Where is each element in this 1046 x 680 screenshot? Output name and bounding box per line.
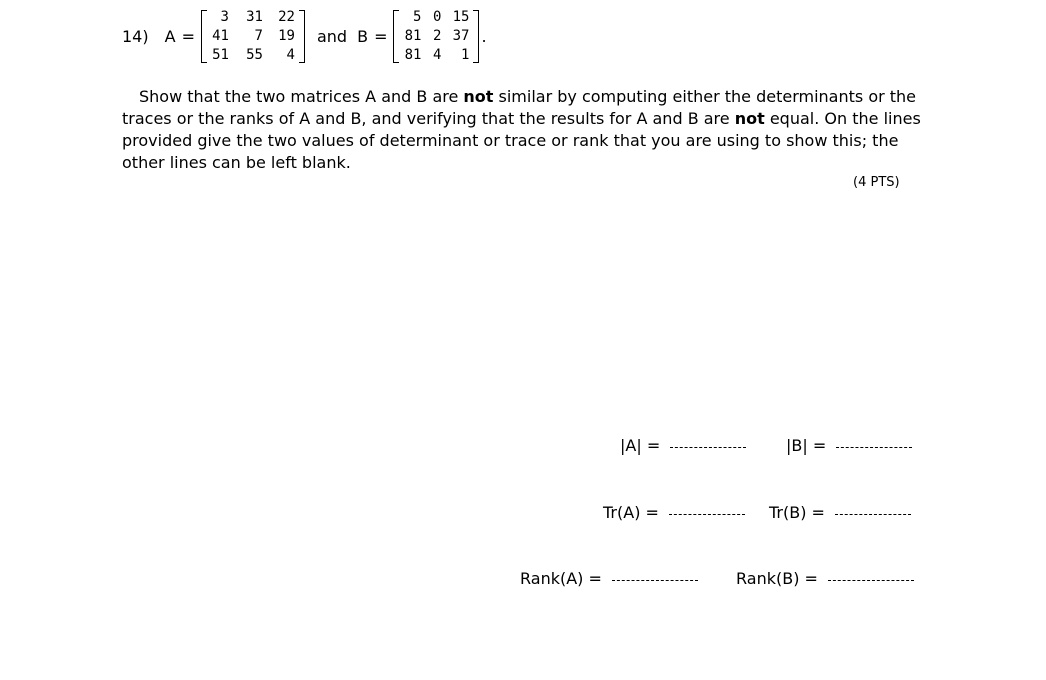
matrix-cell: 51 [212,46,229,63]
matrix-row [399,46,473,65]
trace-a-answer [603,503,745,522]
rank-a-answer [520,569,698,588]
matrix-cell: 22 [278,8,295,25]
instructions-text: equal. On the lines provided give the two values of determinant or trace or rank that you are using to show this; the other lines can be left blank. [122,109,921,172]
emphasis-not: not [734,109,765,128]
instructions-paragraph [122,86,922,174]
matrix-cell: 0 [433,8,442,25]
matrix-cell: 7 [254,27,263,44]
problem-number: 14) [122,26,149,46]
matrix-cell: 81 [404,46,422,63]
instructions-text: Show that the two matrices A and B are [139,87,464,106]
rank-b-answer [736,569,914,588]
determinant-b-answer [786,436,912,455]
matrix-row [399,27,473,46]
determinant-a-blank[interactable] [670,446,746,448]
emphasis-not: not [463,87,494,106]
trace-b-answer [769,503,911,522]
equals-sign: = [374,26,388,46]
rank-b-blank[interactable] [828,579,914,581]
matrix-cell: 15 [452,8,470,25]
sentence-period: . [481,26,487,46]
matrix-cell: 4 [286,46,295,63]
rank-a-blank[interactable] [612,579,698,581]
determinant-a-answer [620,436,746,455]
points-label: (4 PTS) [853,175,900,190]
matrix-cell: 4 [433,46,442,63]
trace-a-blank[interactable] [669,513,745,515]
matrix-cell: 19 [278,27,295,44]
matrix-a [201,8,305,65]
trace-b-blank[interactable] [835,513,911,515]
matrix-row [207,8,299,27]
connector-word: and [316,26,348,46]
matrix-b-name: B [357,26,369,46]
matrix-cell: 55 [246,46,263,63]
matrix-row [399,8,473,27]
matrix-row [207,46,299,65]
trace-a-label: Tr(A) = [603,503,659,522]
matrix-cell: 81 [404,27,422,44]
trace-b-label: Tr(B) = [769,503,825,522]
rank-b-label: Rank(B) = [736,569,818,588]
matrix-cell: 31 [246,8,263,25]
rank-a-label: Rank(A) = [520,569,602,588]
matrix-cell: 41 [212,27,229,44]
determinant-a-label: |A| = [620,436,661,455]
matrix-cell: 2 [433,27,442,44]
matrix-cell: 5 [413,8,422,25]
matrix-cell: 37 [452,27,470,44]
matrix-a-name: A [164,26,176,46]
determinant-b-label: |B| = [786,436,827,455]
matrix-cell: 3 [220,8,229,25]
matrix-cell: 1 [461,46,470,63]
equals-sign: = [181,26,195,46]
matrix-row [207,27,299,46]
determinant-b-blank[interactable] [836,446,912,448]
matrix-b [393,8,479,65]
problem-statement [122,4,487,68]
instructions-text: similar by computing either the determinants or the traces or the ranks of A and B, and verifying that the results for A and B are [122,87,917,128]
